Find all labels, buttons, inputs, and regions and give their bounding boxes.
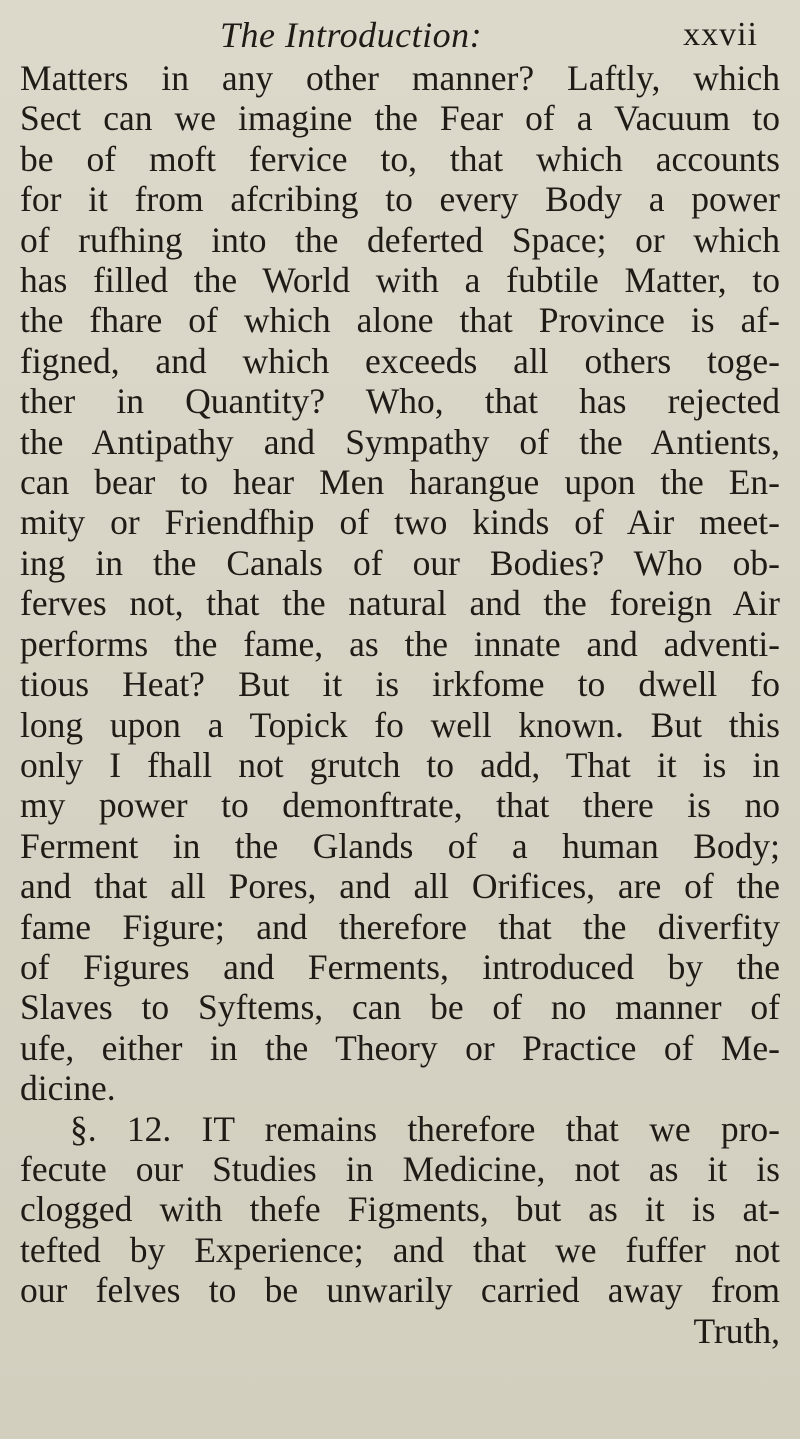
text-line: my power to demonftrate, that there is no bbox=[20, 785, 780, 826]
running-head: The Introduction: bbox=[220, 15, 483, 55]
catchword: Truth, bbox=[693, 1310, 780, 1351]
text-line: for it from afcribing to every Body a power bbox=[20, 179, 780, 220]
text-line: performs the fame, as the innate and adventi- bbox=[20, 623, 780, 664]
text-line: the fhare of which alone that Province is af- bbox=[20, 300, 780, 341]
text-line: figned, and which exceeds all others toge- bbox=[20, 340, 780, 381]
text-line: and that all Pores, and all Orifices, are of the bbox=[20, 866, 780, 907]
text-line: of Figures and Ferments, introduced by the bbox=[20, 946, 780, 987]
text-line: can bear to hear Men harangue upon the En- bbox=[20, 462, 780, 503]
text-line: tious Heat? But it is irkfome to dwell fo bbox=[20, 664, 780, 705]
text-line: ufe, either in the Theory or Practice of Me- bbox=[20, 1027, 780, 1068]
text-line: Sect can we imagine the Fear of a Vacuum to bbox=[20, 98, 780, 139]
text-line: Matters in any other manner? Laftly, which bbox=[20, 58, 780, 98]
text-line: of rufhing into the deferted Space; or which bbox=[20, 219, 780, 260]
text-line: dicine. bbox=[20, 1068, 116, 1109]
text-line: be of moft fervice to, that which accounts bbox=[20, 138, 780, 179]
text-line: only I fhall not grutch to add, That it is in bbox=[20, 744, 780, 785]
text-line: our felves to be unwarily carried away from bbox=[20, 1270, 780, 1311]
page-header bbox=[20, 14, 780, 58]
text-line: clogged with thefe Figments, but as it is at- bbox=[20, 1189, 780, 1230]
text-line: Slaves to Syftems, can be of no manner of bbox=[20, 987, 780, 1028]
text-line: long upon a Topick fo well known. But this bbox=[20, 704, 780, 745]
text-line: has filled the World with a fubtile Matter, to bbox=[20, 260, 780, 301]
text-line: fame Figure; and therefore that the diverfity bbox=[20, 906, 780, 947]
text-line: ferves not, that the natural and the foreign Air bbox=[20, 583, 780, 624]
text-line: mity or Friendfhip of two kinds of Air meet- bbox=[20, 502, 780, 543]
text-line: ther in Quantity? Who, that has rejected bbox=[20, 381, 780, 422]
body-text bbox=[20, 58, 780, 1351]
text-line: Ferment in the Glands of a human Body; bbox=[20, 825, 780, 866]
text-line: ing in the Canals of our Bodies? Who ob- bbox=[20, 542, 780, 583]
section-start-line: §. 12. IT remains therefore that we pro- bbox=[70, 1108, 780, 1149]
text-line: tefted by Experience; and that we fuffer not bbox=[20, 1229, 780, 1270]
text-line: the Antipathy and Sympathy of the Antients, bbox=[20, 421, 780, 462]
text-line: fecute our Studies in Medicine, not as it is bbox=[20, 1148, 780, 1189]
page-number: xxvii bbox=[683, 16, 758, 53]
